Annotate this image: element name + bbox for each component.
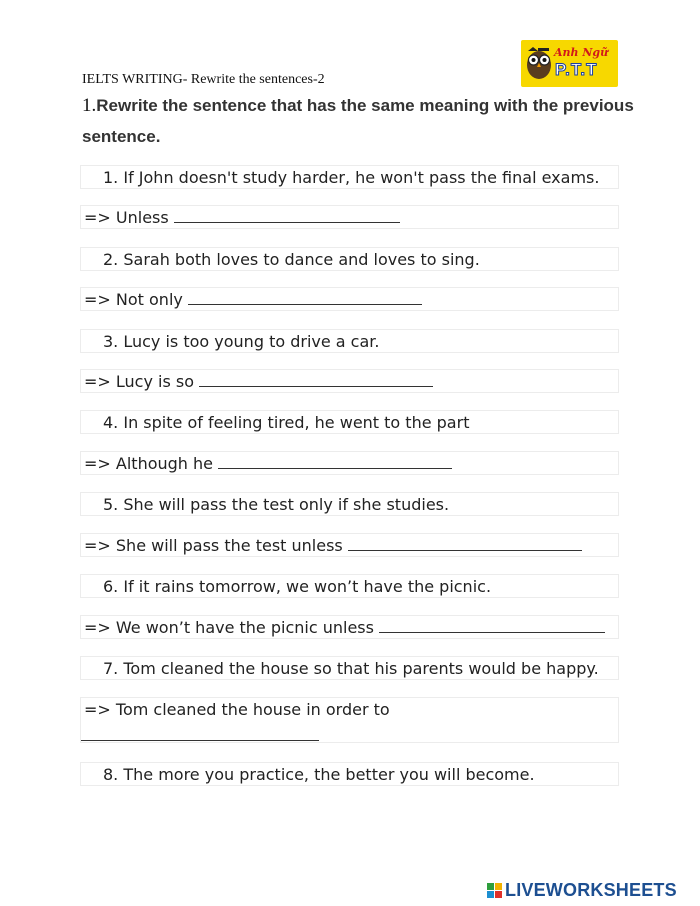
answer-blank-6[interactable] [379, 618, 605, 633]
answer-blank-1[interactable] [174, 208, 400, 223]
answer-prompt-5: => She will pass the test unless [84, 536, 343, 555]
heading-number: 1. [82, 95, 97, 116]
brand-logo [521, 40, 618, 87]
question-1: 1. If John doesn't study harder, he won't pass the final exams. [80, 165, 619, 189]
answer-row-4 [80, 451, 619, 475]
question-6: 6. If it rains tomorrow, we won’t have the picnic. [80, 574, 619, 598]
question-8: 8. The more you practice, the better you will become. [80, 762, 619, 786]
answer-prompt-3: => Lucy is so [84, 372, 195, 391]
instruction-heading [82, 90, 642, 152]
answer-row-3 [80, 369, 619, 393]
logo-text-top: Anh Ngữ [554, 46, 609, 59]
answer-row-5 [80, 533, 619, 557]
answer-prompt-2: => Not only [84, 290, 183, 309]
liveworksheets-footer [487, 880, 677, 900]
liveworksheets-logo-icon [487, 883, 502, 898]
question-3: 3. Lucy is too young to drive a car. [80, 329, 619, 353]
answer-blank-2[interactable] [188, 290, 422, 305]
answer-blank-5[interactable] [348, 536, 582, 551]
question-7: 7. Tom cleaned the house so that his parents would be happy. [80, 656, 619, 680]
answer-blank-4[interactable] [218, 454, 452, 469]
owl-icon [525, 45, 553, 81]
answer-row-7 [80, 697, 619, 743]
answer-prompt-4: => Although he [84, 454, 213, 473]
heading-text: Rewrite the sentence that has the same meaning with the previous sentence. [82, 96, 634, 146]
question-2: 2. Sarah both loves to dance and loves to sing. [80, 247, 619, 271]
logo-text-main: P.T.T [555, 60, 598, 79]
liveworksheets-wordmark: LIVEWORKSHEETS [505, 879, 677, 900]
answer-blank-7[interactable] [81, 740, 319, 741]
answer-prompt-7: => Tom cleaned the house in order to [84, 700, 390, 719]
answer-row-2 [80, 287, 619, 311]
worksheet-title: IELTS WRITING- Rewrite the sentences-2 [82, 72, 325, 87]
question-4: 4. In spite of feeling tired, he went to the part [80, 410, 619, 434]
question-5: 5. She will pass the test only if she studies. [80, 492, 619, 516]
answer-row-6 [80, 615, 619, 639]
answer-prompt-1: => Unless [84, 208, 169, 227]
answer-prompt-6: => We won’t have the picnic unless [84, 618, 374, 637]
answer-blank-3[interactable] [199, 372, 433, 387]
answer-row-1 [80, 205, 619, 229]
